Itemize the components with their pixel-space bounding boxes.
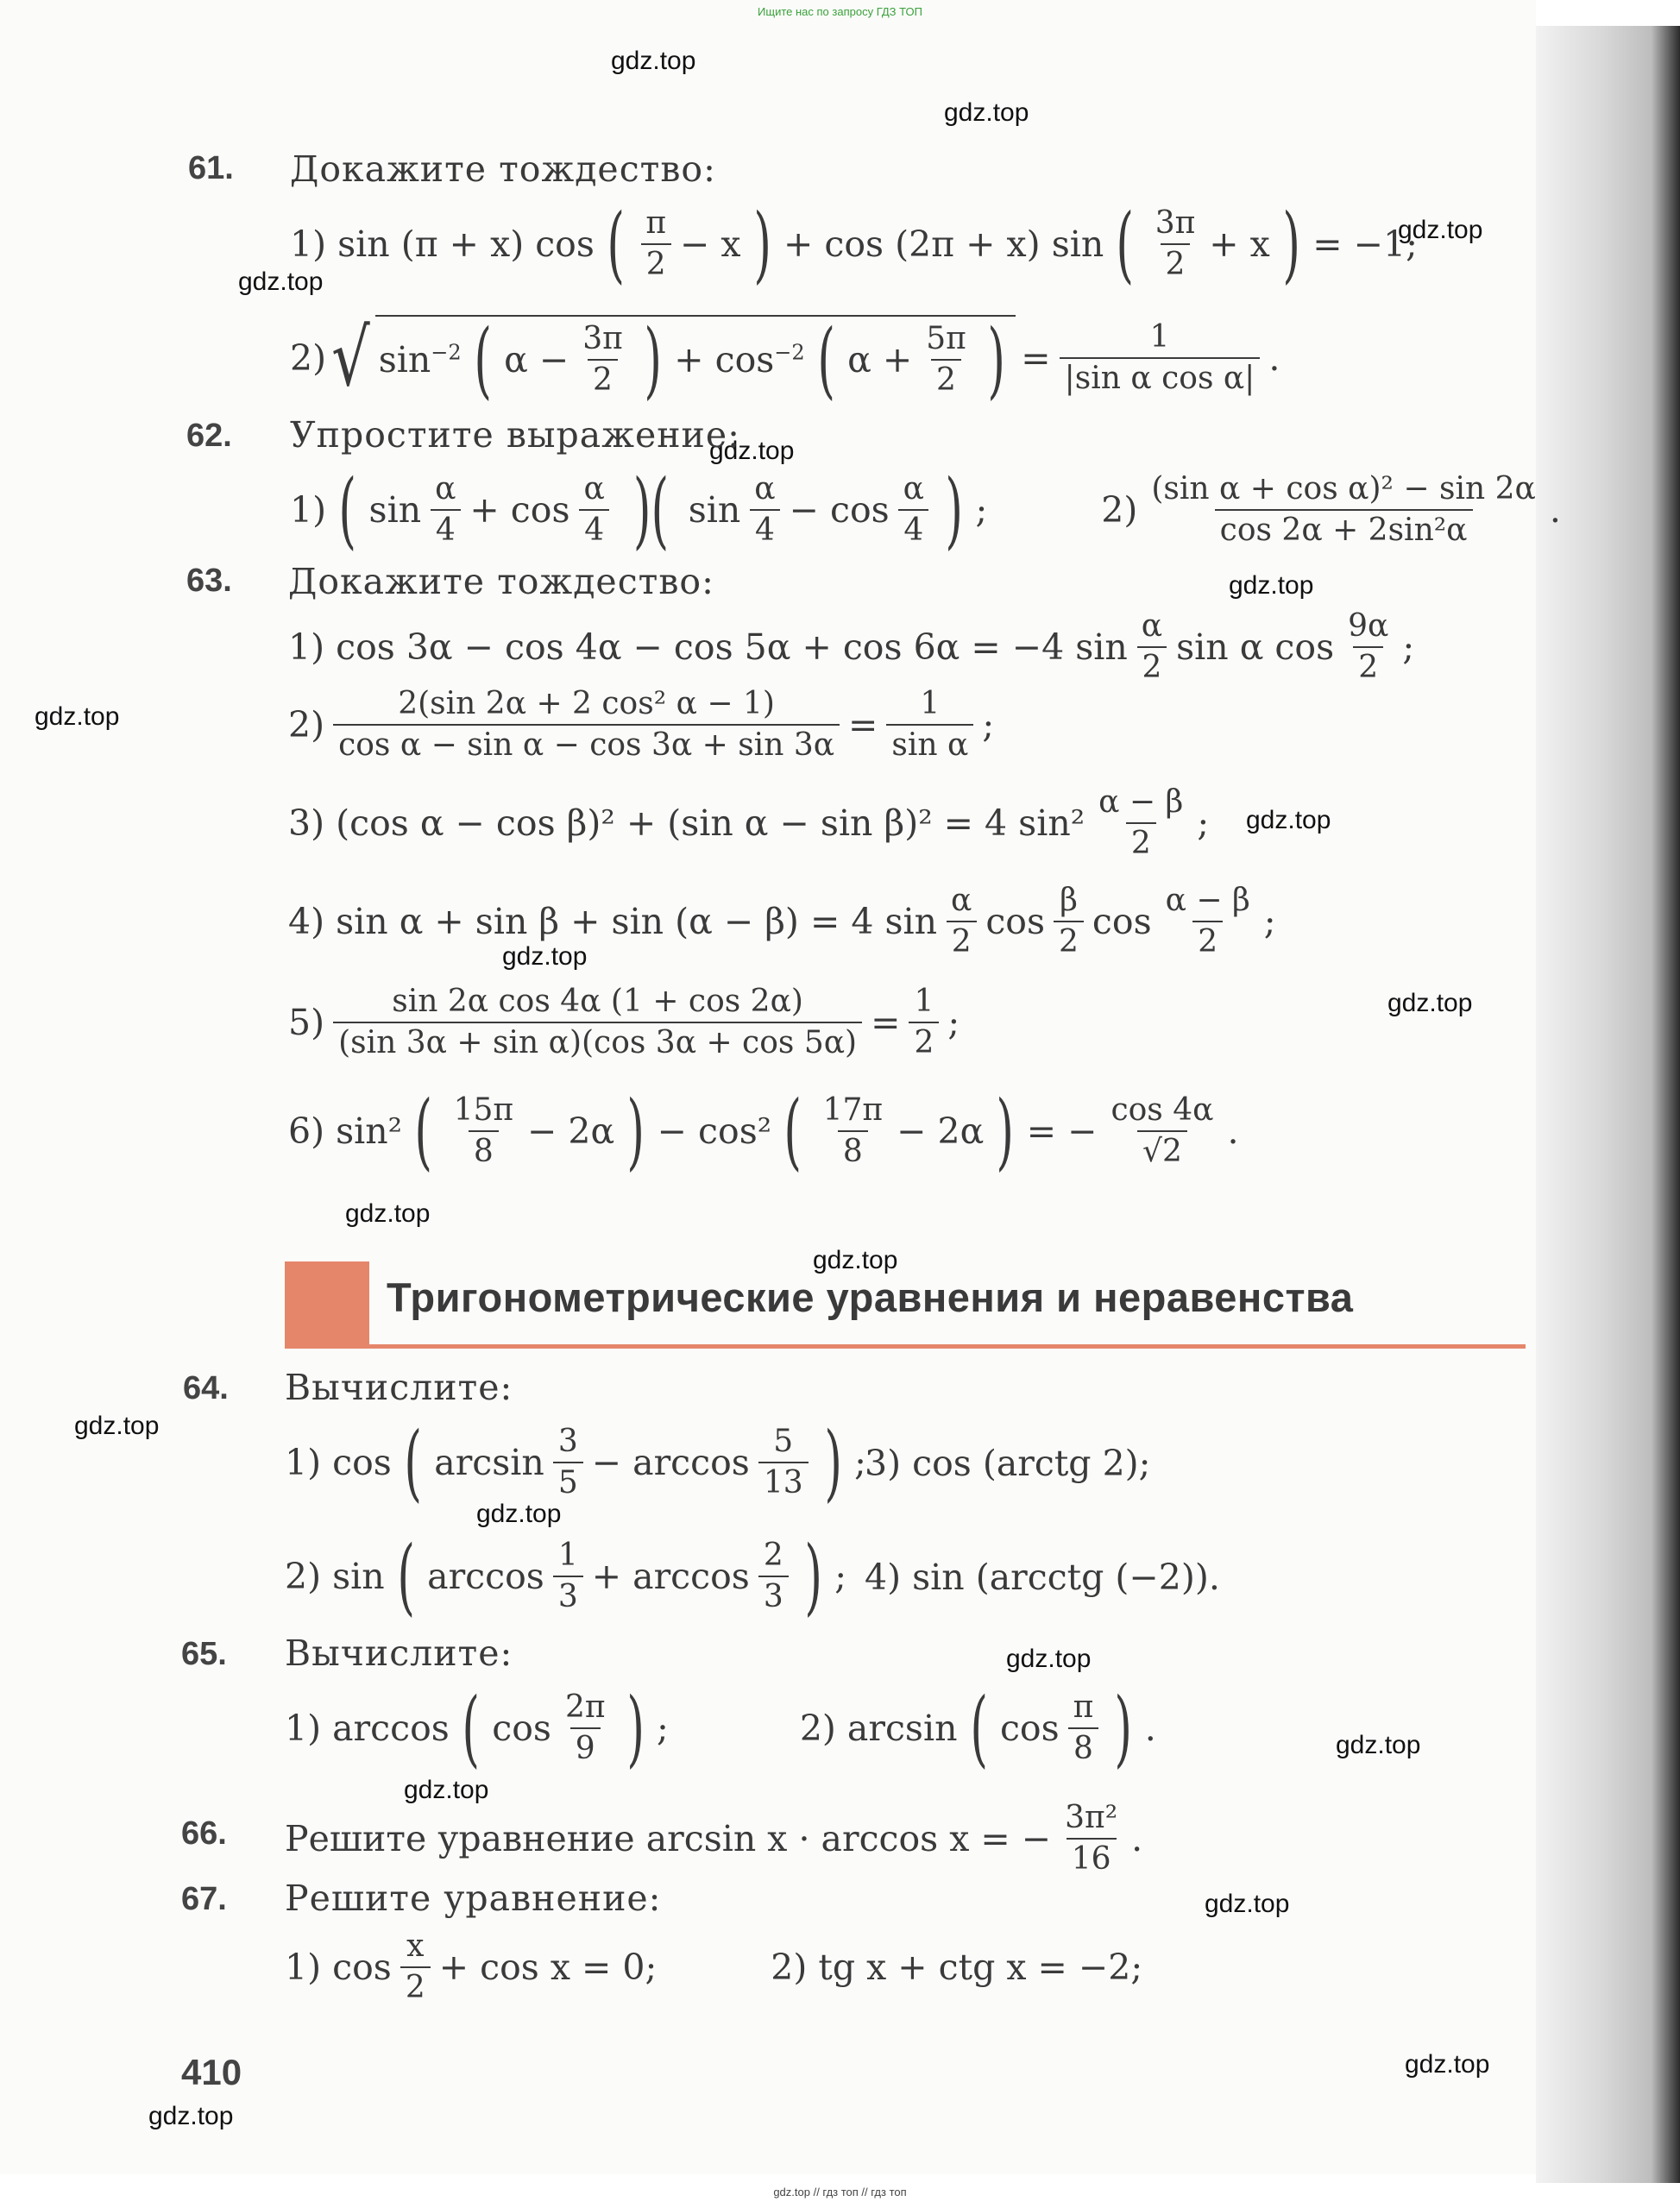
header-note[interactable]: Ищите нас по запросу ГДЗ ТОП [758,5,922,18]
footer-note[interactable]: gdz.top // гдз топ // гдз топ [773,2186,907,2199]
watermark: gdz.top [502,942,588,971]
problem-heading: Вычислите: [285,1632,513,1674]
formula-line: 4) sin α + sin β + sin (α − β) = 4 sin $\frac{\alpha}{2}$ cos $\frac{\beta}{2}$ cos $\frac{\alpha - \beta}{2}$ ; [288,883,1276,959]
formula-line: 1) sin (π + x) cos ( $\frac{\pi}{2}$ − x ) + cos (2π + x) sin ( $\frac{3\pi}{2}$ + x ) = −1; [290,196,1418,293]
watermark: gdz.top [611,47,696,75]
watermark: gdz.top [35,702,120,731]
watermark: gdz.top [1336,1731,1421,1759]
formula-line: 3) cos (arctg 2); [865,1443,1151,1484]
formula-line: 2) $\frac{\text{2(sin 2α + 2 cos² α − 1)}}{\text{cos α − sin α − cos 3α + sin 3α}}$ = $\frac{1}{\text{sin α}}$ ; [288,686,995,763]
formula-line: 3) (cos α − cos β)² + (sin α − sin β)² = 4 sin² $\frac{\alpha - \beta}{2}$ ; [288,784,1210,861]
formula-line: 4) sin (arcctg (−2)). [865,1557,1220,1598]
watermark: gdz.top [813,1246,898,1274]
book-spine-shadow [1536,26,1680,2183]
watermark: gdz.top [1246,806,1331,834]
problem-number: 67. [181,1881,227,1917]
watermark: gdz.top [944,98,1029,127]
watermark: gdz.top [238,267,324,296]
problem-heading: Упростите выражение: [290,414,740,456]
formula-line: 1) cos 3α − cos 4α − cos 5α + cos 6α = −4 sin $\frac{\alpha}{2}$ sin α cos $\frac{9\alpha}{2}$ ; [288,608,1415,685]
watermark: gdz.top [476,1500,562,1528]
formula-line: 5) $\frac{\text{sin 2α cos 4α (1 + cos 2α)}}{\text{(sin 3α + sin α)(cos 3α + cos 5α)}}$ = $\frac{1}{2}$ ; [288,984,960,1060]
formula-line: 1) cos ( arcsin $\frac{3}{5}$ − arccos $\frac{5}{13}$ ) ; [285,1414,866,1511]
watermark: gdz.top [148,2102,234,2130]
problem-heading: Решите уравнение: [285,1878,662,1919]
formula-line: 1) arccos ( cos $\frac{2\pi}{9}$ ) ; 2) arcsin ( cos $\frac{\pi}{8}$ ) . [285,1680,1156,1777]
section-marker [285,1261,369,1344]
formula-line: 2) sin ( arccos $\frac{1}{3}$ + arccos $\frac{2}{3}$ ) ; [285,1528,847,1625]
watermark: gdz.top [74,1412,160,1440]
problem-number: 63. [186,563,232,599]
watermark: gdz.top [1006,1645,1092,1673]
watermark: gdz.top [1387,989,1473,1017]
problem-heading: Докажите тождество: [290,148,716,190]
watermark: gdz.top [345,1199,431,1228]
formula-line: 1) ( sin $\frac{\alpha}{4}$ + cos $\frac{\alpha}{4}$ )( sin $\frac{\alpha}{4}$ − cos $\frac{\alpha}{4}$ ) ; 2) $\frac{\text{(sin α + cos α)² − sin 2α}}{\text{cos 2α + 2sin²α}}$ . [290,462,1561,558]
watermark: gdz.top [1229,571,1314,600]
problem-number: 61. [188,150,234,186]
problem-number: 62. [186,418,232,454]
watermark: gdz.top [1398,216,1483,244]
watermark: gdz.top [1405,2050,1490,2079]
problem-number: 66. [181,1815,227,1852]
formula-line: 6) sin² ( $\frac{15\pi}{8}$ − 2α ) − cos² ( $\frac{17\pi}{8}$ − 2α ) = − $\frac{\cos 4\alpha}{√2}$ . [288,1083,1239,1179]
page-number: 410 [181,2052,242,2092]
section-rule [285,1344,1526,1349]
watermark: gdz.top [709,437,795,465]
problem-heading: Докажите тождество: [288,561,714,602]
problem-number: 65. [181,1636,227,1672]
formula-line: 1) cos $\frac{x}{2}$ + cos x = 0; 2) tg x + ctg x = −2; [285,1928,1143,2005]
formula-line: 2) √ $\sin^{-2}$ ( α − $\frac{3\pi}{2}$ ) + $\cos^{-2}$ ( α + $\frac{5\pi}{2}$ ) = $\frac{1}{\text{|sin α cos α|}}$ . [290,311,1280,408]
section-title: Тригонометрические уравнения и неравенства [387,1274,1354,1320]
problem-number: 64. [183,1370,229,1406]
formula-line: Решите уравнение arcsin x · arccos x = − $\frac{\text{3π²}}{16}$ . [285,1800,1143,1877]
watermark: gdz.top [404,1776,489,1804]
problem-heading: Вычислите: [285,1367,513,1408]
watermark: gdz.top [1205,1890,1290,1918]
